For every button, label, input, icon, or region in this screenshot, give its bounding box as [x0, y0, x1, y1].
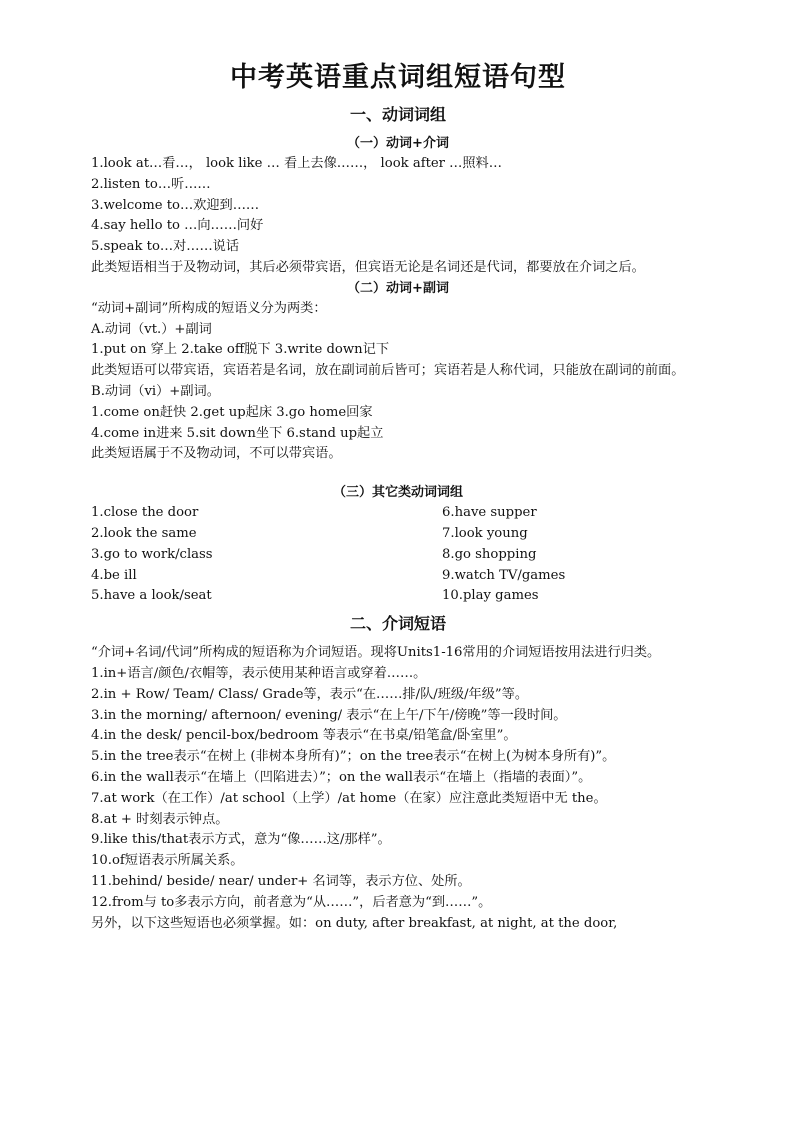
verb-prep-line-4: 4.say hello to …向……问好	[91, 218, 264, 234]
list-item: 5.have a look/seat	[91, 588, 212, 604]
list-item: 4.be ill	[91, 567, 137, 583]
subsection-heading-other-verb-phrases: （三）其它类动词词组	[332, 485, 463, 501]
list-item: 9.watch TV/games	[442, 567, 566, 583]
prep-phrase-line-5: 5.in the tree表示“在树上 (非树本身所有)”；on the tree表示“在树上(为树本身所有)”。	[91, 749, 616, 765]
prep-phrase-line-2: 2.in + Row/ Team/ Class/ Grade等，表示“在……排/队/班级/年级”等。	[91, 686, 529, 702]
section-heading-verb-phrases: 一、动词词组	[349, 105, 446, 124]
prep-phrase-extra: 另外，以下这些短语也必须掌握。如：on duty, after breakfast, at night, at the door,	[91, 915, 618, 931]
spacer	[60, 465, 736, 483]
verb-prep-line-1: 1.look at…看…， look like … 看上去像……， look after …照料…	[91, 156, 502, 171]
prep-phrase-line-12: 12.from与 to多表示方向，前者意为“从……”，后者意为“到……”。	[91, 894, 492, 910]
prep-phrase-line-11: 11.behind/ beside/ near/ under+ 名词等，表示方位、处所。	[91, 873, 471, 889]
verb-prep-line-3: 3.welcome to…欢迎到……	[91, 197, 260, 213]
subsection-heading-verb-adverb: （二）动词+副词	[347, 280, 449, 296]
list-item: 7.look young	[442, 525, 528, 541]
prep-phrase-line-6: 6.in the wall表示“在墙上（凹陷进去）”；on the wall表示“在墙上（指墙的表面）”。	[91, 769, 592, 785]
verb-adverb-intro: “动词+副词”所构成的短语义分为两类：	[91, 300, 327, 316]
prep-phrase-line-10: 10.of短语表示所属关系。	[91, 853, 244, 869]
other-verb-phrases-list	[60, 503, 736, 607]
list-item: 3.go to work/class	[91, 546, 213, 562]
section-heading-prep-phrases: 二、介词短语	[349, 614, 446, 634]
list-item: 1.close the door	[91, 505, 199, 521]
verb-adverb-a-examples: 1.put on 穿上 2.take off脱下 3.write down记下	[91, 342, 390, 358]
prep-phrase-line-3: 3.in the morning/ afternoon/ evening/ 表示“在上午/下午/傍晚”等一段时间。	[91, 707, 567, 723]
document-title: 中考英语重点词组短语句型	[230, 62, 566, 93]
verb-prep-line-5: 5.speak to…对……说话	[91, 239, 240, 255]
prep-phrase-line-7: 7.at work（在工作）/at school（上学）/at home（在家）应注意此类短语中无 the。	[91, 790, 607, 806]
verb-adverb-b-examples-2: 4.come in进来 5.sit down坐下 6.stand up起立	[91, 425, 384, 441]
list-item: 8.go shopping	[442, 546, 537, 562]
prep-phrase-line-1: 1.in+语言/颜色/衣帽等，表示使用某种语言或穿着……。	[91, 665, 427, 681]
list-item: 6.have supper	[442, 505, 537, 521]
prep-phrase-line-4: 4.in the desk/ pencil-box/bedroom 等表示“在书桌/铅笔盒/卧室里”。	[91, 728, 517, 744]
verb-adverb-b-note: 此类短语属于不及物动词，不可以带宾语。	[91, 446, 342, 462]
prep-phrase-line-9: 9.like this/that表示方式，意为“像……这/那样”。	[91, 832, 391, 848]
prep-phrases-intro: “介词+名词/代词”所构成的短语称为介词短语。现将Units1-16常用的介词短语按用法进行归类。	[91, 645, 661, 661]
verb-prep-line-2: 2.listen to…听……	[91, 176, 211, 192]
verb-adverb-a-note: 此类短语可以带宾语，宾语若是名词，放在副词前后皆可；宾语若是人称代词，只能放在副词的前面。	[91, 363, 685, 379]
verb-adverb-b-examples-1: 1.come on赶快 2.get up起床 3.go home回家	[91, 404, 373, 420]
subsection-heading-verb-prep: （一）动词+介词	[347, 136, 449, 151]
list-item: 10.play games	[442, 588, 539, 604]
document	[60, 58, 736, 934]
verb-adverb-type-b: B.动词（vi）+副词。	[91, 383, 220, 399]
verb-prep-note: 此类短语相当于及物动词，其后必须带宾语，但宾语无论是名词还是代词，都要放在介词之后。	[91, 259, 645, 275]
list-item: 2.look the same	[91, 525, 197, 541]
verb-adverb-type-a: A.动词（vt.）+副词	[91, 321, 212, 337]
prep-phrase-line-8: 8.at + 时刻表示钟点。	[91, 811, 229, 827]
